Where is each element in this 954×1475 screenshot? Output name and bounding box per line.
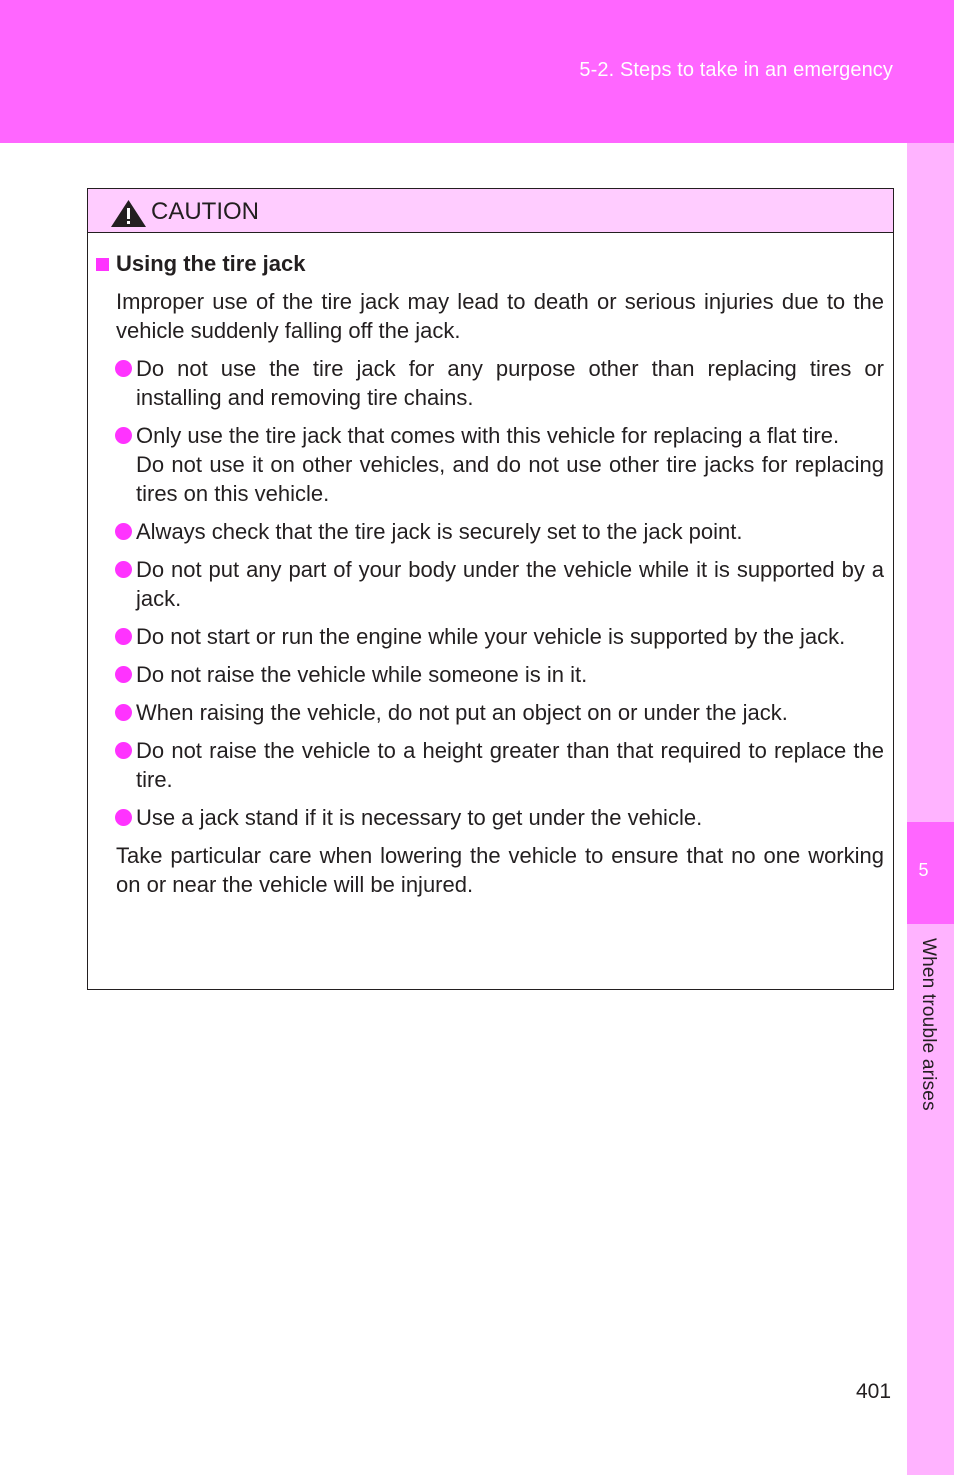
bullet-text: Only use the tire jack that comes with this vehicle for replacing a flat tire. [136,423,840,448]
chapter-title: When trouble arises [918,938,939,1111]
bullet-text: Do not use it on other vehicles, and do not use other tire jacks for replacing tires on this vehicle. [136,452,884,506]
circle-bullet-icon [115,666,132,683]
bullet-text: Always check that the tire jack is securely set to the jack point. [136,519,743,544]
page-header [0,0,954,143]
caution-bullet [136,421,884,508]
caution-bullet-list [88,354,884,832]
circle-bullet-icon [115,561,132,578]
page-number: 401 [856,1380,892,1403]
section-heading-text: Using the tire jack [116,251,306,276]
caution-body [88,233,893,899]
bullet-text: Do not start or run the engine while your vehicle is supported by the jack. [136,624,846,649]
circle-bullet-icon [115,523,132,540]
circle-bullet-icon [115,809,132,826]
caution-bullet [136,354,884,412]
chapter-number: 5 [918,860,929,880]
caution-label: CAUTION [151,198,259,225]
circle-bullet-icon [115,427,132,444]
circle-bullet-icon [115,360,132,377]
caution-bullet [136,517,884,546]
bullet-text: When raising the vehicle, do not put an object on or under the jack. [136,700,788,725]
bullet-text: Do not put any part of your body under the vehicle while it is supported by a jack. [136,557,884,611]
caution-bullet [136,660,884,689]
bullet-text: Do not use the tire jack for any purpose other than replacing tires or installing and removing tire chains. [136,356,884,410]
bullet-text: Use a jack stand if it is necessary to get under the vehicle. [136,805,703,830]
bullet-text: Do not raise the vehicle to a height greater than that required to replace the tire. [136,738,884,792]
warning-triangle-icon [110,199,147,228]
caution-bullet [136,736,884,794]
circle-bullet-icon [115,742,132,759]
caution-bullet [136,698,884,727]
caution-bullet [136,555,884,613]
square-bullet-icon [96,258,109,271]
caution-bullet [136,622,884,651]
caution-box [87,188,894,990]
bullet-text: Do not raise the vehicle while someone is in it. [136,662,588,687]
closing-paragraph: Take particular care when lowering the vehicle to ensure that no one working on or near the vehicle will be injured. [116,843,884,897]
circle-bullet-icon [115,704,132,721]
section-heading [88,249,884,279]
chapter-number-box [907,822,954,924]
chapter-side-tab [907,143,954,1475]
caution-header [88,189,893,233]
circle-bullet-icon [115,628,132,645]
header-section-title: 5-2. Steps to take in an emergency [579,59,893,81]
caution-bullet [136,803,884,832]
intro-paragraph: Improper use of the tire jack may lead to death or serious injuries due to the vehicle suddenly falling off the jack. [116,289,884,343]
